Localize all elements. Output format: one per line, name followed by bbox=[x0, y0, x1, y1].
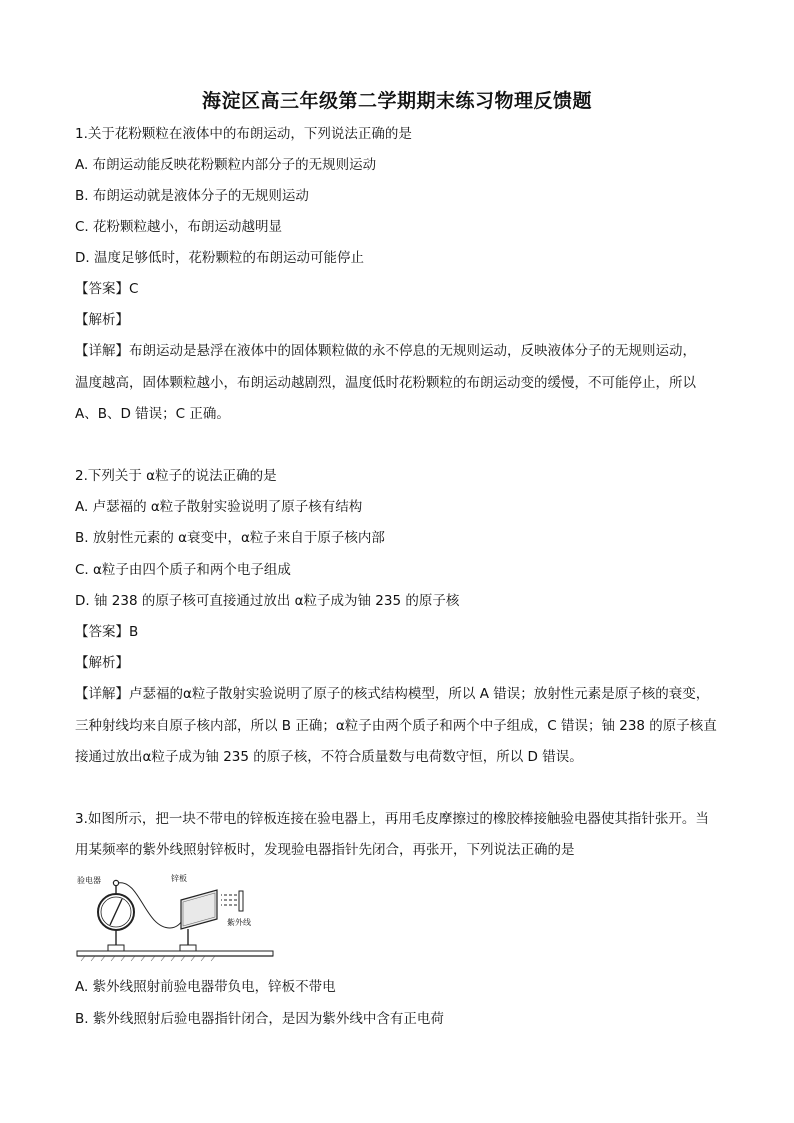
electroscope-foot bbox=[108, 945, 124, 951]
q1-option-b: B. 布朗运动就是液体分子的无规则运动 bbox=[75, 188, 309, 204]
q1-answer: 【答案】C bbox=[75, 281, 139, 297]
q1-detail-line: 温度越高，固体颗粒越小，布朗运动越剧烈，温度低时花粉颗粒的布朗运动变的缓慢，不可能停止，所以 bbox=[75, 375, 696, 391]
label-uv: 紫外线 bbox=[227, 918, 251, 927]
q3-option-a: A. 紫外线照射前验电器带负电，锌板不带电 bbox=[75, 979, 336, 995]
q2-option-a: A. 卢瑟福的 α粒子散射实验说明了原子核有结构 bbox=[75, 499, 363, 515]
q1-detail-line: 【详解】布朗运动是悬浮在液体中的固体颗粒做的永不停息的无规则运动，反映液体分子的无规则运动， bbox=[75, 343, 696, 359]
electroscope-knob bbox=[113, 880, 118, 885]
uv-rays bbox=[221, 895, 237, 905]
base-hatching bbox=[81, 956, 215, 961]
q2-stem: 2.下列关于 α粒子的说法正确的是 bbox=[75, 468, 277, 484]
q2-analysis-heading: 【解析】 bbox=[75, 655, 129, 671]
q3-stem-line: 3.如图所示，把一块不带电的锌板连接在验电器上，再用毛皮摩擦过的橡胶棒接触验电器使其指针张开。当 bbox=[75, 811, 709, 827]
electroscope-figure bbox=[75, 873, 275, 965]
q1-stem: 1.关于花粉颗粒在液体中的布朗运动，下列说法正确的是 bbox=[75, 126, 412, 142]
zinc-plate bbox=[181, 890, 217, 929]
q2-option-c: C. α粒子由四个质子和两个电子组成 bbox=[75, 562, 291, 578]
label-electroscope: 验电器 bbox=[77, 876, 101, 885]
q3-option-b: B. 紫外线照射后验电器指针闭合，是因为紫外线中含有正电荷 bbox=[75, 1011, 444, 1027]
q1-option-c: C. 花粉颗粒越小，布朗运动越明显 bbox=[75, 219, 283, 235]
q1-option-d: D. 温度足够低时，花粉颗粒的布朗运动可能停止 bbox=[75, 250, 364, 266]
q2-option-b: B. 放射性元素的 α衰变中，α粒子来自于原子核内部 bbox=[75, 530, 385, 546]
base-platform bbox=[77, 951, 273, 956]
label-zinc-plate: 锌板 bbox=[171, 874, 187, 883]
uv-lamp bbox=[239, 891, 243, 911]
q2-option-d: D. 铀 238 的原子核可直接通过放出 α粒子成为铀 235 的原子核 bbox=[75, 593, 460, 609]
q2-answer: 【答案】B bbox=[75, 624, 139, 640]
q1-detail-line: A、B、D 错误；C 正确。 bbox=[75, 406, 230, 422]
q3-stem-line: 用某频率的紫外线照射锌板时，发现验电器指针先闭合，再张开，下列说法正确的是 bbox=[75, 842, 575, 858]
page-title: 海淀区高三年级第二学期期末练习物理反馈题 bbox=[201, 90, 592, 112]
q2-detail-line: 三种射线均来自原子核内部，所以 B 正确；α粒子由两个质子和两个中子组成，C 错误；铀 238 的原子核直 bbox=[75, 718, 717, 734]
q2-detail-line: 【详解】卢瑟福的α粒子散射实验说明了原子的核式结构模型，所以 A 错误；放射性元素是原子核的衰变， bbox=[75, 686, 710, 702]
zinc-stand-foot bbox=[180, 945, 196, 951]
q1-analysis-heading: 【解析】 bbox=[75, 312, 129, 328]
q2-detail-line: 接通过放出α粒子成为铀 235 的原子核，不符合质量数与电荷数守恒，所以 D 错误。 bbox=[75, 749, 583, 765]
q1-option-a: A. 布朗运动能反映花粉颗粒内部分子的无规则运动 bbox=[75, 157, 377, 173]
